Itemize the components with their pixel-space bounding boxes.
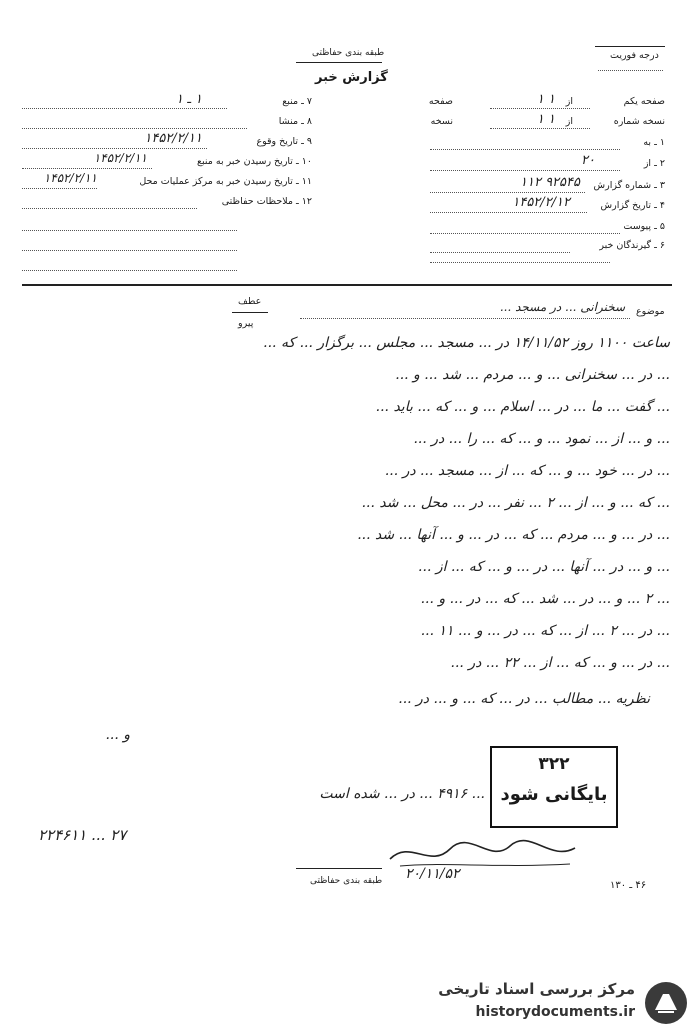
recipients-dots [430,252,570,253]
subject-dots [300,318,630,319]
report-number-value: ۹۲۵۴۵ ۱۱۲ [519,175,580,190]
signature-date: ۲۰/۱۱/۵۲ [405,866,460,882]
attachment-dots [430,233,620,234]
body-line: ... در ... خود ... و ... که ... از ... مسجد ... در ... [384,463,670,479]
copy-dots [490,128,590,129]
body-line: ... ۲ ... و ... در ... شد ... که ... در ... و ... [420,591,670,607]
body-line: ... در ... و ... مردم ... که ... در ... و ... آنها ... شد ... [357,527,670,543]
security-notes-label: ۱۲ ـ ملاحظات حفاظتی [221,196,312,207]
watermark-title: مرکز بررسی اسناد تاریخی [438,980,635,998]
from-value: ۲۰ [581,153,595,168]
page-value: ۱ ۱ [536,92,555,107]
subject-value: سخنرانی ... در مسجد ... [499,300,625,314]
left-extra-dots-1 [22,230,237,231]
form-separator [22,284,672,286]
security-notes-dots [22,208,197,209]
report-title: گزارش خبر [315,70,388,85]
recipients-label: ۶ ـ گیرندگان خبر [599,240,665,251]
occurrence-date-label: ۹ ـ تاریخ وقوع [256,136,312,147]
priority-label: درجه فوریت [610,50,659,61]
body-line: ... گفت ... ما ... در ... اسلام ... و ... که ... باید ... [375,399,670,415]
report-date-value: ۱۴۵۲/۲/۱۲ [512,195,570,210]
occurrence-date-dots [22,148,207,149]
occurrence-date-value: ۱۴۵۲/۲/۱۱ [144,131,202,146]
from-dots [430,170,620,171]
stamp-text: بایگانی شود [500,784,608,805]
priority-box-top [595,46,665,47]
copy-from: از [565,116,573,127]
reference-number: ۲۲۴۶۱۱ ... ۲۷ [38,826,127,844]
classification-label-top: طبقه بندی حفاظتی [312,48,385,58]
attachment-label: ۵ ـ پیوست [623,221,665,232]
right-fields [420,90,665,260]
header-rule [296,62,382,63]
form-number: ۴۶ ـ ۱۳۰ [610,880,647,891]
priority-dots [598,70,663,71]
body-line: نظریه ... مطالب ... در ... که ... و ... در ... [398,691,650,707]
to-dots [430,149,620,150]
body-line: ... که ... و ... از ... ۲ ... نفر ... در ... محل ... شد ... [361,495,670,511]
report-date-label: ۴ ـ تاریخ گزارش [600,200,665,211]
body-line: ... و ... در ... آنها ... در ... و ... که ... از ... [418,559,670,575]
copy-value: ۱ ۱ [536,112,555,127]
footer-classification: طبقه بندی حفاظتی [310,876,383,886]
handwritten-body [40,335,670,755]
source-receipt-value: ۱۴۵۲/۲/۱۱ [93,151,147,165]
page-label: صفحه یکم [623,96,665,107]
page-from: از [565,96,573,107]
report-date-dots [430,212,587,213]
report-number-dots [430,192,585,193]
body-line: ... در ... و ... که ... از ... ۲۲ ... در ... [450,655,670,671]
left-extra-dots-2 [22,250,237,251]
origin-label: ۸ ـ منشا [278,116,312,127]
atf-label: عطف [238,296,262,307]
page-suffix: صفحه [428,96,453,107]
body-line: ... و ... از ... نمود ... و ... که ... را ... در ... [413,431,670,447]
center-receipt-value: ۱۴۵۲/۲/۱۱ [43,171,97,185]
report-number-label: ۳ ـ شماره گزارش [593,180,665,191]
source-label: ۷ ـ منبع [282,96,312,107]
peyro-label: پیرو [238,318,254,329]
from-label: ۲ ـ از [643,158,665,169]
atf-peyro-divider [232,312,268,313]
body-line: ... در ... ۲ ... از ... که ... در ... و ... ۱۱ ... [420,623,670,639]
watermark-url: historydocuments.ir [475,1004,635,1020]
body-line: ... در ... سخنرانی ... و ... مردم ... شد ... و ... [395,367,670,383]
right-extra-dots [430,262,610,263]
source-dots [22,108,227,109]
bottom-note: ... ۴۹۱۶ ... در ... شده است [319,786,485,802]
watermark-logo-icon [643,980,689,1026]
footer-rule [296,868,382,869]
watermark [410,976,695,1030]
source-value: ۱ ـ ۱ [175,92,202,107]
body-line: و ... [105,727,130,743]
center-receipt-dots [22,188,97,189]
copy-label: نسخه شماره [613,116,665,127]
copy-suffix: نسخه [430,116,453,127]
origin-dots [22,128,247,129]
source-receipt-label: ۱۰ ـ تاریخ رسیدن خبر به منبع [197,156,312,167]
stamp-number: ۳۲۲ [538,754,570,774]
archive-stamp [490,746,618,828]
page-dots [490,108,590,109]
center-receipt-label: ۱۱ ـ تاریخ رسیدن خبر به مرکز عملیات محل [139,176,312,187]
left-extra-dots-3 [22,270,237,271]
body-line: ساعت ۱۱۰۰ روز ۱۴/۱۱/۵۲ در ... مسجد ... مجلس ... برگزار ... که ... [263,335,670,351]
to-label: ۱ ـ به [643,137,665,148]
subject-label: موضوع [636,306,665,317]
source-receipt-dots [22,168,152,169]
left-fields [22,90,312,280]
